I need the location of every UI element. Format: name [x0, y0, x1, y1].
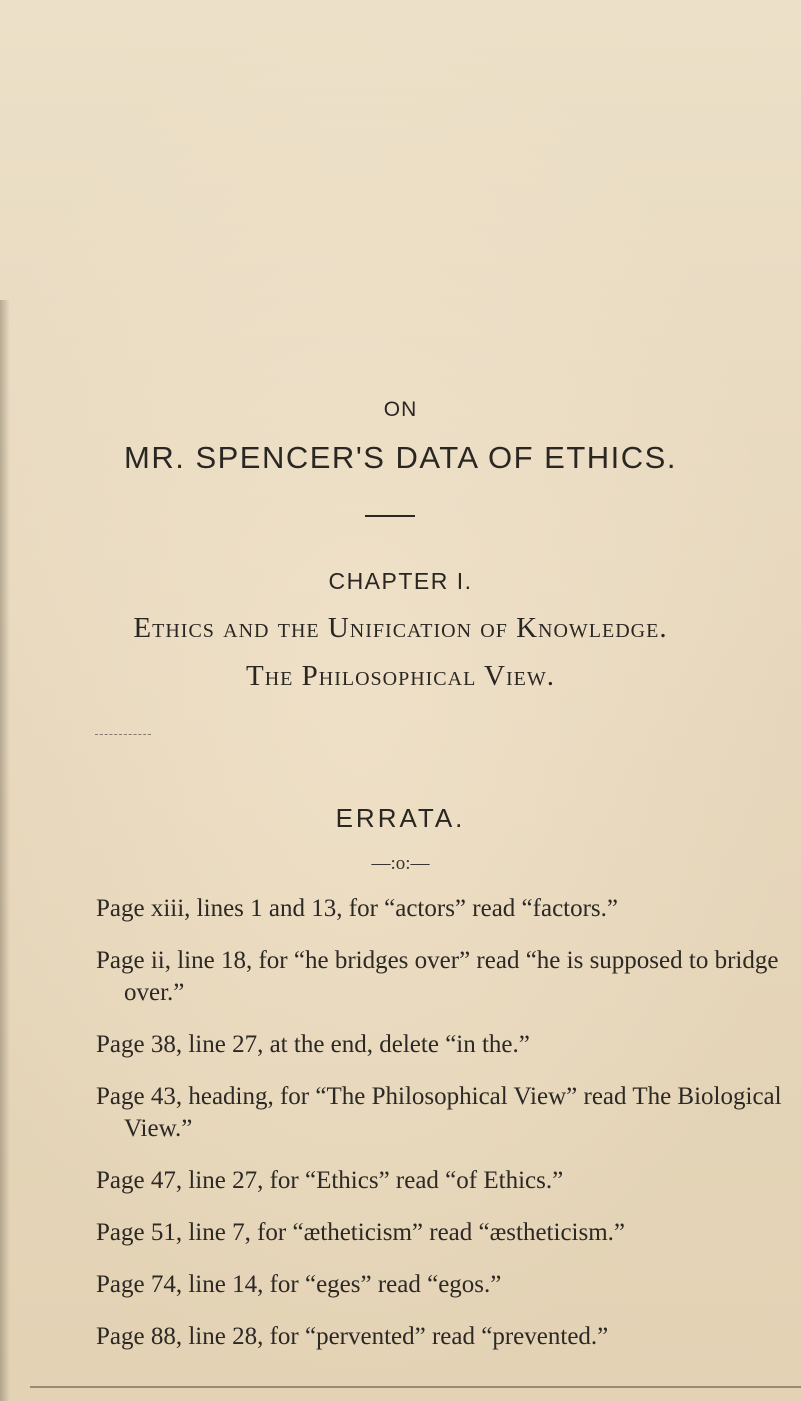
errata-item: Page 43, heading, for “The Philosophical View” read The Biological View.”	[96, 1083, 782, 1142]
errata-item: Page 47, line 27, for “Ethics” read “of Ethics.”	[96, 1167, 564, 1194]
errata-item: Page 51, line 7, for “ætheticism” read “æstheticism.”	[96, 1219, 626, 1246]
errata-item: Page 74, line 14, for “eges” read “egos.”	[96, 1271, 502, 1298]
errata-item: Page 88, line 28, for “pervented” read “prevented.”	[96, 1323, 609, 1350]
chapter-heading: CHAPTER I.	[328, 568, 473, 594]
errata-list	[96, 893, 786, 1373]
cut-line	[95, 734, 151, 735]
title-rule	[365, 515, 415, 517]
errata-title: ERRATA.	[335, 803, 466, 833]
pre-title: ON	[383, 398, 418, 421]
section-heading: Ethics and the Unification of Knowledge.	[133, 612, 668, 644]
book-title: MR. SPENCER'S DATA OF ETHICS.	[124, 440, 677, 475]
errata-item: Page xiii, lines 1 and 13, for “actors” read “factors.”	[96, 895, 619, 922]
errata-item: Page ii, line 18, for “he bridges over” read “he is supposed to bridge over.”	[96, 947, 779, 1006]
errata-divider: —:o:—	[371, 853, 430, 874]
page-bottom-edge	[30, 1386, 801, 1388]
errata-item: Page 38, line 27, at the end, delete “in the.”	[96, 1031, 530, 1058]
subsection-heading: The Philosophical View.	[246, 660, 555, 692]
